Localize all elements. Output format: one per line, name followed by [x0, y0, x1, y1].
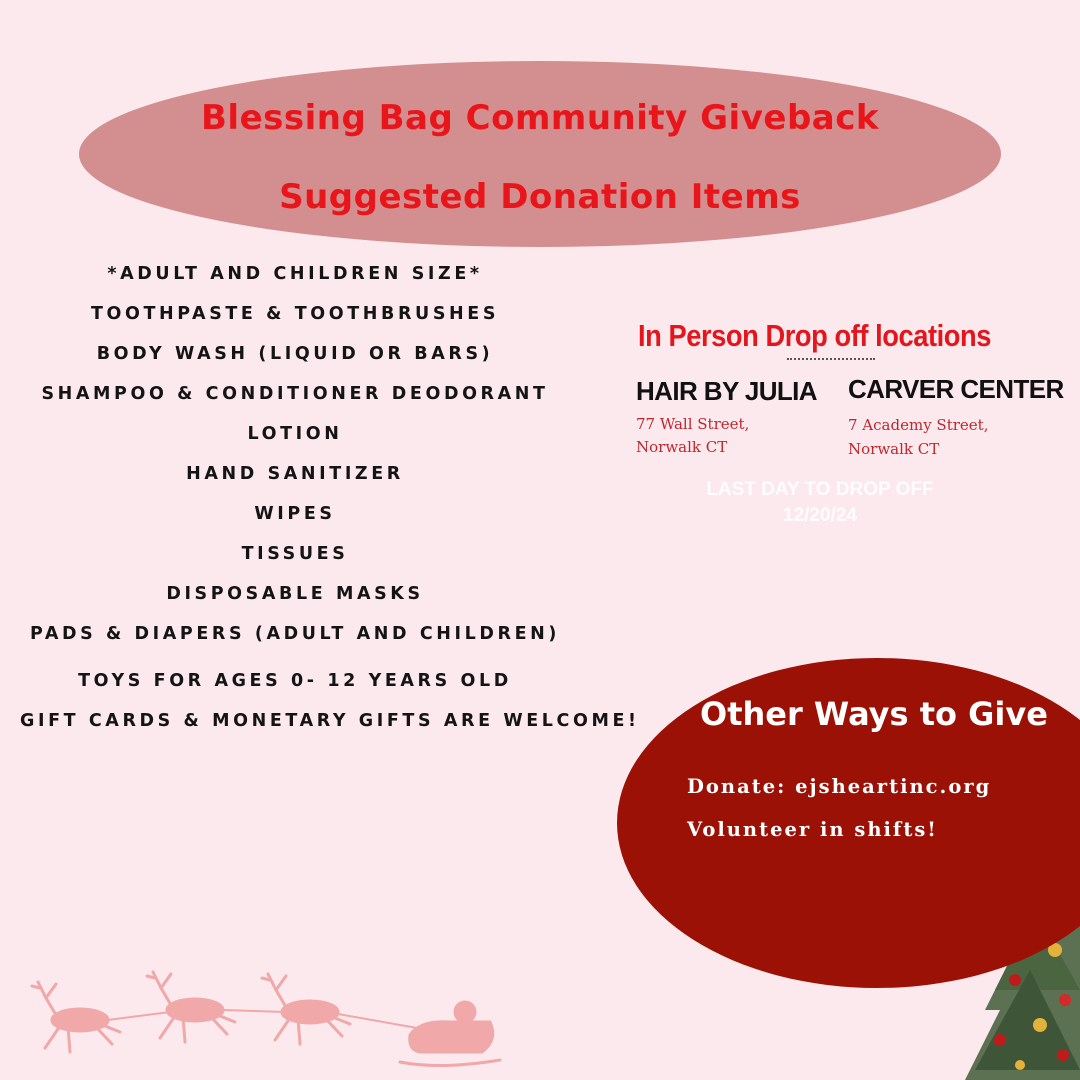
location-name: HAIR BY JULIA	[636, 376, 817, 406]
heading-underline	[787, 358, 875, 360]
list-item: TOOTHPASTE & TOOTHBRUSHES	[90, 304, 500, 324]
volunteer-text: Volunteer in shifts!	[687, 818, 938, 841]
list-item: SHAMPOO & CONDITIONER DEODORANT	[41, 384, 549, 404]
list-item: PADS & DIAPERS (ADULT AND CHILDREN)	[30, 624, 560, 644]
list-item: TISSUES	[241, 544, 349, 564]
list-item: TOYS FOR AGES 0- 12 YEARS OLD	[78, 671, 512, 691]
last-day-label: LAST DAY TO DROP OFF	[706, 479, 934, 500]
reindeer-sleigh-icon	[20, 960, 520, 1075]
list-item: DISPOSABLE MASKS	[166, 584, 424, 604]
list-item: LOTION	[247, 424, 343, 444]
location-name: CARVER CENTER	[848, 374, 1064, 404]
last-day-date: 12/20/24	[783, 505, 857, 526]
other-ways-title: Other Ways to Give	[700, 695, 1048, 733]
page-subtitle: Suggested Donation Items	[279, 177, 801, 217]
list-item: *ADULT AND CHILDREN SIZE*	[107, 264, 483, 284]
location-address: 7 Academy Street,	[848, 416, 989, 434]
location-address: 77 Wall Street,	[636, 415, 750, 433]
page-title: Blessing Bag Community Giveback	[201, 98, 879, 138]
location-city: Norwalk CT	[848, 440, 940, 458]
location-city: Norwalk CT	[636, 438, 728, 456]
list-item: WIPES	[254, 504, 336, 524]
list-item: HAND SANITIZER	[186, 464, 404, 484]
list-item: GIFT CARDS & MONETARY GIFTS ARE WELCOME!	[20, 711, 640, 731]
title-banner	[79, 61, 1001, 247]
list-item: BODY WASH (LIQUID OR BARS)	[96, 344, 494, 364]
donate-link[interactable]: Donate: ejsheartinc.org	[687, 775, 992, 798]
dropoff-heading: In Person Drop off locations	[638, 318, 991, 353]
